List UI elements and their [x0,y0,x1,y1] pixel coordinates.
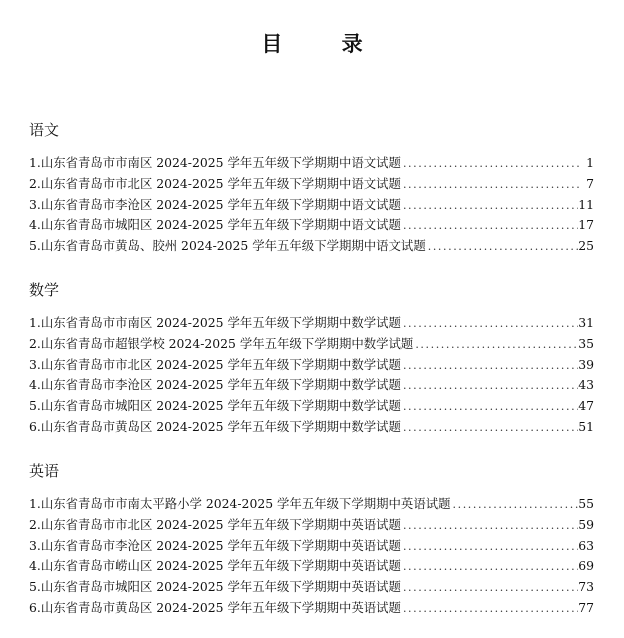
toc-entry-page: 55 [578,496,594,511]
toc-entry-page: 7 [586,175,594,191]
toc-entry-page: 39 [578,356,594,372]
toc-entry-title: 6.山东省青岛市黄岛区 2024-2025 学年五年级下学期期中英语试题 [29,599,401,615]
toc-entry[interactable] [29,313,594,334]
toc-entry-title: 1.山东省青岛市市南区 2024-2025 学年五年级下学期期中语文试题 [29,155,401,170]
toc-entry-page: 35 [578,335,594,351]
toc-entry[interactable] [29,355,594,376]
dot-leader [401,418,578,439]
toc-entry[interactable] [29,577,594,598]
dot-leader [451,495,579,516]
dot-leader [401,557,578,578]
dot-leader [401,356,578,377]
toc-entry[interactable] [29,236,594,257]
toc-entry[interactable] [29,174,594,195]
toc-entry-page: 43 [578,377,594,393]
toc-entry-page: 63 [578,537,594,553]
toc-entry[interactable] [29,515,594,536]
toc-entry-title: 2.山东省青岛市市北区 2024-2025 学年五年级下学期期中语文试题 [29,175,401,191]
dot-leader [401,599,578,620]
toc-entry-page: 77 [578,599,594,615]
dot-leader [401,537,578,558]
dot-leader [401,314,578,335]
toc-entry-page: 73 [578,579,594,595]
toc-entry[interactable] [29,556,594,577]
toc-entry-title: 3.山东省青岛市市北区 2024-2025 学年五年级下学期期中数学试题 [29,356,401,372]
toc-entry-title: 2.山东省青岛市超银学校 2024-2025 学年五年级下学期期中数学试题 [29,335,414,351]
dot-leader [401,516,578,537]
toc-section-chinese [29,119,594,257]
dot-leader [401,196,578,217]
toc-entry[interactable] [29,215,594,236]
toc-entry-title: 6.山东省青岛市黄岛区 2024-2025 学年五年级下学期期中数学试题 [29,418,401,434]
toc-entry[interactable] [29,334,594,355]
toc-entry-page: 59 [578,516,594,532]
toc-entry[interactable] [29,153,594,174]
page-title: 目 录 [261,31,389,56]
toc-entry-title: 1.山东省青岛市市南太平路小学 2024-2025 学年五年级下学期期中英语试题 [29,496,451,511]
toc-entry[interactable] [29,536,594,557]
dot-leader [401,154,582,175]
toc-entry-page: 31 [578,315,594,330]
toc-entry[interactable] [29,417,594,438]
dot-leader [401,578,578,599]
dot-leader [401,397,578,418]
dot-leader [413,335,578,356]
toc-entry-title: 5.山东省青岛市城阳区 2024-2025 学年五年级下学期期中英语试题 [29,579,401,595]
toc-entry-page: 51 [578,418,594,434]
toc-entry-title: 3.山东省青岛市李沧区 2024-2025 学年五年级下学期期中英语试题 [29,537,401,553]
toc-entry-page: 1 [586,155,594,170]
toc-section-english [29,460,594,619]
dot-leader [401,376,578,397]
toc-entry-title: 2.山东省青岛市市北区 2024-2025 学年五年级下学期期中英语试题 [29,516,401,532]
toc-entry-title: 1.山东省青岛市市南区 2024-2025 学年五年级下学期期中数学试题 [29,315,401,330]
toc-entry-title: 5.山东省青岛市黄岛、胶州 2024-2025 学年五年级下学期期中语文试题 [29,238,426,254]
toc-entry-title: 4.山东省青岛市崂山区 2024-2025 学年五年级下学期期中英语试题 [29,558,401,574]
toc-entry-title: 3.山东省青岛市李沧区 2024-2025 学年五年级下学期期中语文试题 [29,196,401,212]
dot-leader [401,216,578,237]
toc-entry[interactable] [29,195,594,216]
toc-entry-page: 47 [578,398,594,414]
section-heading: 语文 [29,121,60,139]
toc-entry-page: 11 [578,196,594,212]
toc-entry[interactable] [29,598,594,619]
toc-entry[interactable] [29,396,594,417]
toc-entry-title: 4.山东省青岛市城阳区 2024-2025 学年五年级下学期期中语文试题 [29,217,401,233]
toc-entry-page: 25 [578,238,594,254]
dot-leader [401,175,582,196]
section-heading: 数学 [29,281,60,299]
toc-entry[interactable] [29,375,594,396]
toc-entry-page: 69 [578,558,594,574]
toc-entry-title: 5.山东省青岛市城阳区 2024-2025 学年五年级下学期期中数学试题 [29,398,401,414]
toc-section-math [29,279,594,438]
dot-leader [426,237,579,258]
section-heading: 英语 [29,462,60,480]
toc-entry-page: 17 [578,217,594,233]
toc-entry[interactable] [29,494,594,515]
toc-entry-title: 4.山东省青岛市李沧区 2024-2025 学年五年级下学期期中数学试题 [29,377,401,393]
